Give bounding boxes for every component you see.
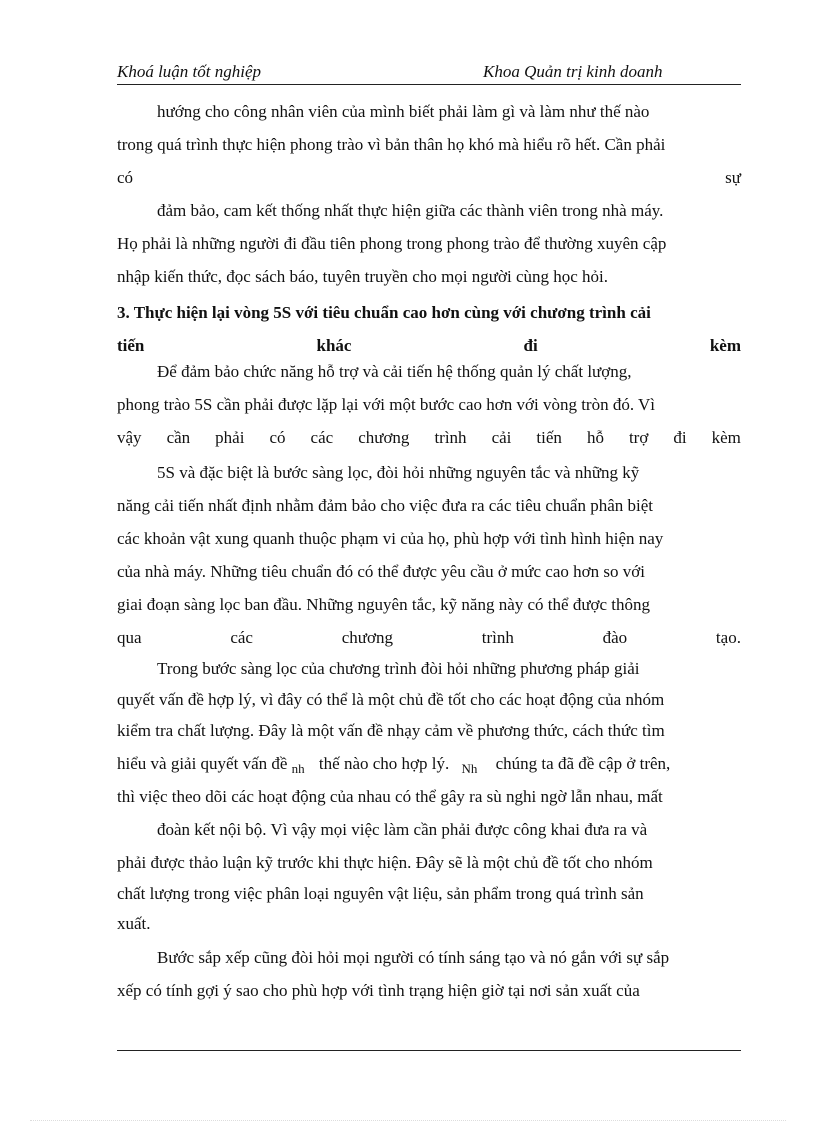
- text-line: quyết vấn đề hợp lý, vì đây có thể là một chủ đề tốt cho các hoạt động của nhóm: [117, 690, 665, 709]
- text-line: các khoản vật xung quanh thuộc phạm vi của họ, phù hợp với tình hình hiện nay: [117, 529, 664, 548]
- text-fragment-small: Nh: [461, 761, 478, 776]
- word: vậy: [117, 428, 142, 447]
- text-line: của nhà máy. Những tiêu chuẩn đó có thể được yêu cầu ở mức cao hơn so với: [117, 562, 645, 581]
- text-line: thì việc theo dõi các hoạt động của nhau có thể gây ra sù nghi ngờ lẫn nhau, mất: [117, 787, 663, 806]
- word: qua: [117, 628, 142, 647]
- word: các: [230, 628, 253, 647]
- word: trợ: [628, 428, 649, 447]
- word: kèm: [711, 428, 741, 447]
- word: tạo.: [715, 628, 741, 647]
- word: khác: [316, 336, 352, 355]
- text-line: hướng cho công nhân viên của mình biết phải làm gì và làm như thế nào: [157, 102, 650, 121]
- word: tiến: [117, 336, 145, 355]
- text-line: [117, 168, 741, 188]
- header-faculty-label: Khoa Quản trị kinh doanh: [483, 62, 663, 81]
- text-line: phong trào 5S cần phải được lặp lại với một bước cao hơn với vòng tròn đó. Vì: [117, 395, 656, 414]
- word: có: [117, 168, 134, 187]
- page-bottom-dots: [30, 1120, 786, 1121]
- word: có: [269, 428, 286, 447]
- text-line: năng cải tiến nhất định nhằm đảm bảo cho việc đưa ra các tiêu chuẩn phân biệt: [117, 496, 654, 515]
- word: đi: [673, 428, 687, 447]
- text-fragment: chúng ta đã đề cập ở trên,: [495, 754, 671, 773]
- word: hỗ: [586, 428, 604, 447]
- text-line: [117, 628, 741, 648]
- text-line: xếp có tính gợi ý sao cho phù hợp với tình trạng hiện giờ tại nơi sản xuất của: [117, 981, 640, 1000]
- word: phải: [215, 428, 245, 447]
- text-line: đảm bảo, cam kết thống nhất thực hiện giữa các thành viên trong nhà máy.: [157, 201, 664, 220]
- word: sự: [725, 168, 741, 187]
- word: cần: [166, 428, 191, 447]
- word: cải: [491, 428, 512, 447]
- text-fragment: hiểu và giải quyết vấn đề: [117, 754, 288, 773]
- word: các: [310, 428, 334, 447]
- text-fragment-small: nh: [291, 761, 305, 776]
- page-header: [117, 62, 741, 85]
- text-line: [117, 428, 741, 448]
- word: chương: [341, 628, 393, 647]
- word: tiến: [536, 428, 562, 447]
- word: đi: [523, 336, 538, 355]
- text-line: nhập kiến thức, đọc sách báo, tuyên truyền cho mọi người cùng học hỏi.: [117, 267, 609, 286]
- text-line: Trong bước sàng lọc của chương trình đòi hỏi những phương pháp giải: [157, 659, 640, 678]
- word: trình: [481, 628, 514, 647]
- text-line: phải được thảo luận kỹ trước khi thực hiện. Đây sẽ là một chủ đề tốt cho nhóm: [117, 853, 653, 872]
- header-thesis-label: Khoá luận tốt nghiệp: [117, 62, 262, 81]
- word: trình: [434, 428, 467, 447]
- text-line: [117, 754, 670, 774]
- text-line: chất lượng trong việc phân loại nguyên vật liệu, sản phẩm trong quá trình sản: [117, 884, 644, 903]
- text-line: Bước sắp xếp cũng đòi hỏi mọi người có tính sáng tạo và nó gắn với sự sắp: [157, 948, 670, 967]
- section-heading: 3. Thực hiện lại vòng 5S với tiêu chuẩn cao hơn cùng với chương trình cải: [117, 303, 651, 322]
- word: kèm: [709, 336, 741, 355]
- word: chương: [358, 428, 410, 447]
- section-heading-cont: [117, 336, 741, 356]
- word: đào: [602, 628, 628, 647]
- text-line: xuất.: [117, 914, 151, 933]
- text-line: trong quá trình thực hiện phong trào vì bản thân họ khó mà hiểu rõ hết. Cần phải: [117, 135, 666, 154]
- text-line: đoàn kết nội bộ. Vì vậy mọi việc làm cần phải được công khai đưa ra và: [157, 820, 648, 839]
- text-line: Họ phải là những người đi đầu tiên phong trong phong trào để thường xuyên cập: [117, 234, 667, 253]
- text-line: Để đảm bảo chức năng hỗ trợ và cải tiến hệ thống quản lý chất lượng,: [157, 362, 632, 381]
- text-line: kiểm tra chất lượng. Đây là một vấn đề nhạy cảm về phương thức, cách thức tìm: [117, 721, 665, 740]
- text-line: giai đoạn sàng lọc ban đầu. Những nguyên tắc, kỹ năng này có thể được thông: [117, 595, 651, 614]
- text-line: 5S và đặc biệt là bước sàng lọc, đòi hỏi những nguyên tắc và những kỹ: [157, 463, 640, 482]
- footer-rule: [117, 1050, 741, 1051]
- text-fragment: thế nào cho hợp lý.: [318, 754, 450, 773]
